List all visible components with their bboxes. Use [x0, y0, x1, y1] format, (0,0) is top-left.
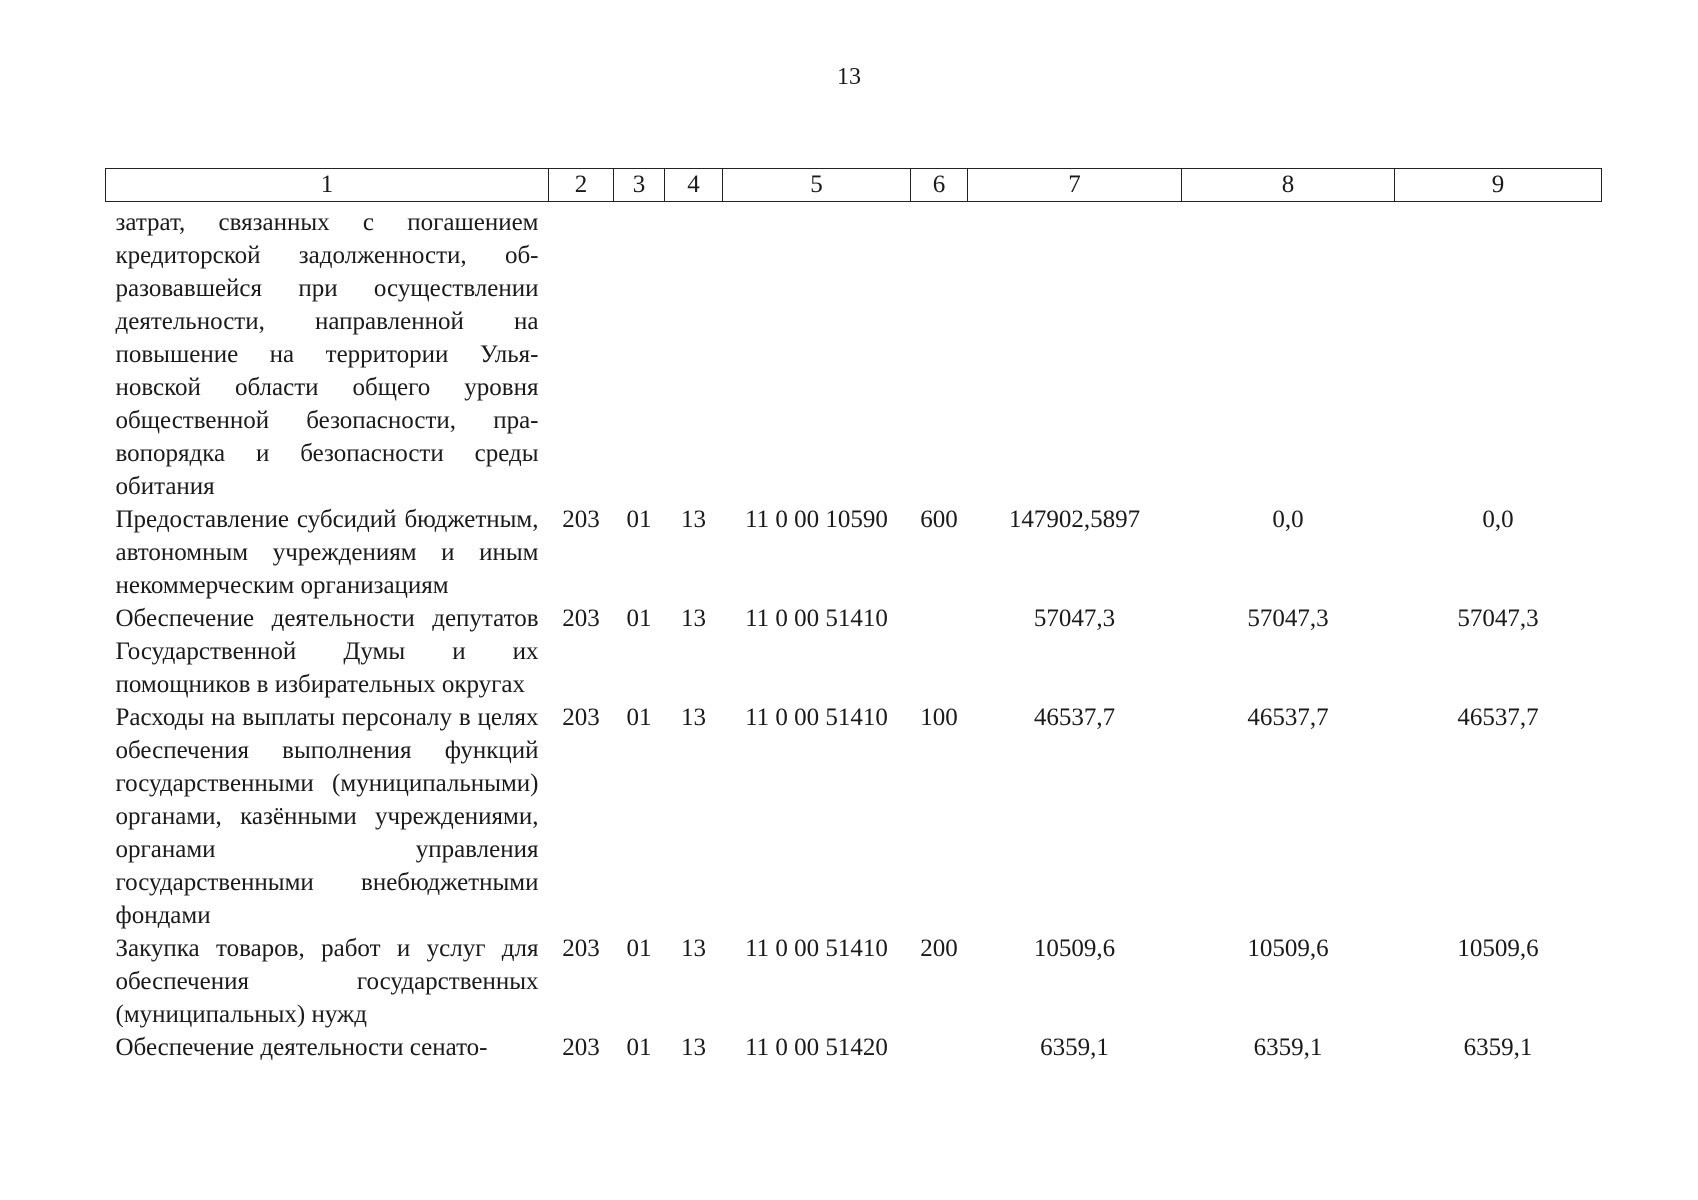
row-gr: 203: [562, 605, 600, 632]
header-row: [106, 169, 1602, 202]
row-sum-3: 46537,7: [1457, 704, 1539, 731]
row-gr: 203: [562, 1034, 600, 1061]
row-pr: 13: [681, 704, 706, 731]
row-gr: 203: [562, 506, 600, 533]
header-col-6: 6: [911, 169, 968, 202]
row-sum-3: 57047,3: [1457, 605, 1539, 632]
row-sum-1: 6359,1: [1040, 1034, 1109, 1061]
row-pr: [665, 202, 723, 504]
row-rz: [614, 202, 665, 504]
row-pr: 13: [681, 506, 706, 533]
row-sum-3: [1395, 202, 1602, 504]
row-csr: [723, 202, 911, 504]
header-col-5: 5: [723, 169, 911, 202]
row-pr: 13: [681, 935, 706, 962]
row-rz: 01: [626, 704, 652, 731]
page-number: 13: [837, 64, 861, 90]
header-col-9: 9: [1395, 169, 1602, 202]
row-csr: 11 0 00 51410: [745, 935, 888, 962]
row-gr: [549, 202, 614, 504]
header-col-3: 3: [614, 169, 665, 202]
header-col-8: 8: [1182, 169, 1395, 202]
row-sum-2: 57047,3: [1247, 605, 1329, 632]
row-vr: 600: [920, 506, 958, 533]
row-sum-1: 57047,3: [1033, 605, 1116, 632]
table-row: [106, 602, 1602, 701]
table-row: [106, 701, 1602, 932]
header-col-4: 4: [665, 169, 723, 202]
row-sum-2: [1182, 202, 1395, 504]
row-vr: 200: [920, 935, 958, 962]
row-sum-2: 0,0: [1272, 506, 1304, 533]
row-sum-1: 147902,5897: [1008, 506, 1141, 533]
budget-table: [105, 168, 1602, 1064]
header-col-1: 1: [106, 169, 549, 202]
row-name: Обеспечение деятельности депутатов Государственной Думы и их помощников в избирательных округах: [115, 605, 539, 698]
row-vr: [911, 202, 968, 504]
row-sum-3: 0,0: [1482, 506, 1514, 533]
row-pr: 13: [681, 605, 706, 632]
row-vr: [911, 602, 968, 701]
row-sum-3: 6359,1: [1463, 1034, 1533, 1061]
table-row: [106, 503, 1602, 602]
row-pr: 13: [681, 1034, 706, 1061]
row-name: Расходы на выплаты персоналу в целях обеспечения выполнения функций государственными (муниципальными) органами, казёнными учреждениями, органами управления государственными внебюджетными фондами: [115, 704, 539, 929]
row-sum-1: 46537,7: [1033, 704, 1116, 731]
row-rz: 01: [626, 506, 652, 533]
row-sum-2: 6359,1: [1253, 1034, 1323, 1061]
row-rz: 01: [626, 605, 652, 632]
row-sum-3: 10509,6: [1457, 935, 1539, 962]
header-col-2: 2: [549, 169, 614, 202]
row-name: затрат, связанных с погашением кредиторской задолженности, образовавшейся при осуществлении деятельности, направленной на повышение на территории Ульяновской области общего уровня общественной безопасности, правопорядка и безопасности среды обитания: [115, 209, 539, 500]
row-gr: 203: [562, 935, 600, 962]
row-name: Обеспечение деятельности сенато-: [115, 1034, 488, 1061]
row-sum-2: 46537,7: [1247, 704, 1329, 731]
row-name: Закупка товаров, работ и услуг для обеспечения государственных (муниципальных) нужд: [115, 935, 539, 1028]
row-rz: 01: [626, 935, 652, 962]
table-row: [106, 932, 1602, 1031]
row-sum-1: [968, 202, 1182, 504]
header-col-7: 7: [968, 169, 1182, 202]
row-gr: 203: [562, 704, 600, 731]
row-csr: 11 0 00 51410: [745, 605, 888, 632]
row-vr: 100: [920, 704, 958, 731]
row-name: Предоставление субсидий бюджетным, автономным учреждениям и иным некоммерческим организациям: [115, 506, 539, 599]
row-csr: 11 0 00 51410: [745, 704, 888, 731]
table-row: [106, 1031, 1602, 1064]
row-csr: 11 0 00 10590: [745, 506, 888, 533]
row-vr: [911, 1031, 968, 1064]
row-sum-2: 10509,6: [1247, 935, 1329, 962]
row-csr: 11 0 00 51420: [745, 1034, 888, 1061]
row-sum-1: 10509,6: [1033, 935, 1116, 962]
row-rz: 01: [626, 1034, 652, 1061]
table-row: [106, 202, 1602, 504]
